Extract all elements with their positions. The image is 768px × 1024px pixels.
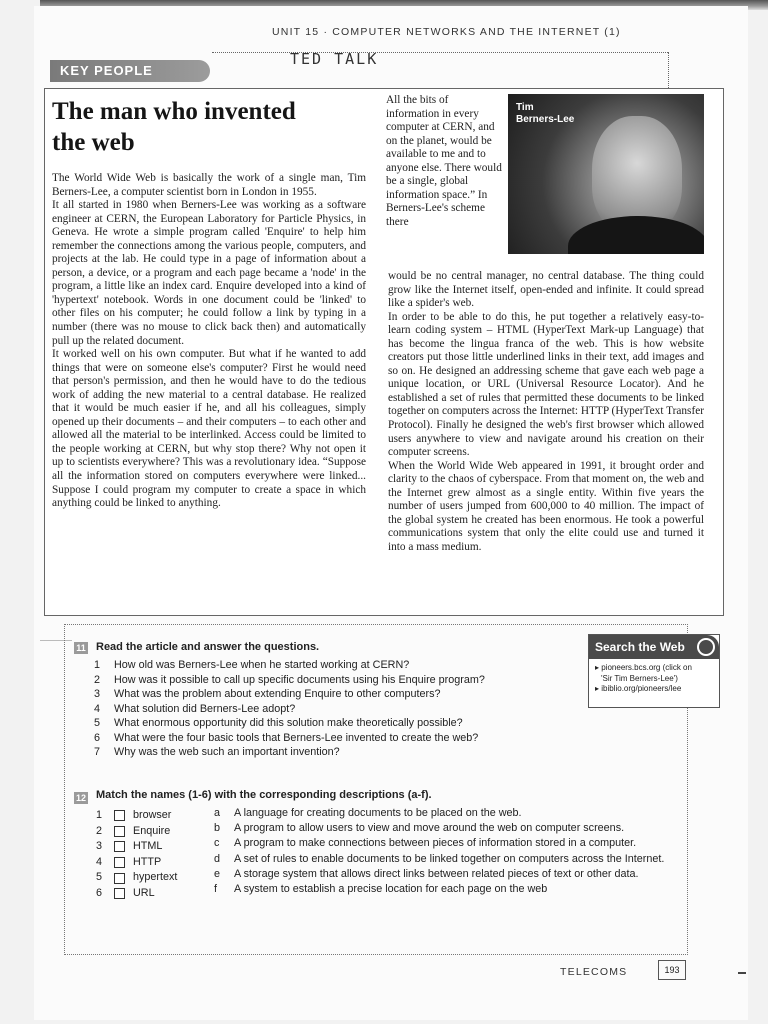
exercise-number-11: 11 [74, 642, 88, 654]
list-item [214, 867, 678, 882]
names-list [96, 808, 177, 902]
answer-checkbox[interactable] [114, 810, 125, 821]
unit-number: UNIT 15 [272, 26, 320, 38]
list-item [94, 745, 574, 760]
paragraph: In order to be able to do this, he put together a relatively easy-to-learn coding system – HTML (HyperText Mark-up Language) that has become the lingua franca of the web. This is how website creators put those little underlined links in their text, add images and so on. He designed an addressing scheme that gave each web page a unique location, or URL (Universal Resource Locator). And he established a set of rules that permitted these documents to be linked together on computers across the Internet: HTTP (HyperText Transfer Protocol). Finally he designed the web's first browser which allowed users anywhere to view and navigate around his creation on their computer screens. [388, 310, 704, 459]
description-text: A program to allow users to view and move around the web on computer screens. [234, 822, 625, 835]
paragraph: would be no central manager, no central database. The thing could grow like the Internet itself, open-ended and infinite. It could spread like a spider's web. [388, 270, 704, 310]
name-number: 5 [96, 871, 103, 884]
header-separator: · [323, 26, 329, 38]
list-item [94, 716, 574, 731]
unit-header [272, 26, 621, 38]
question-text: What were the four basic tools that Berners-Lee invented to create the web? [114, 731, 479, 744]
question-number: 7 [94, 746, 101, 758]
question-number: 3 [94, 688, 101, 700]
question-text: What was the problem about extending Enquire to other computers? [114, 688, 441, 700]
web-link-note: 'Sir Tim Berners-Lee') [601, 673, 678, 683]
list-item [214, 836, 678, 851]
question-number: 6 [94, 731, 101, 744]
question-number: 5 [94, 717, 101, 729]
list-item [96, 855, 177, 871]
description-text: A program to make connections between pieces of information stored in a computer. [234, 837, 637, 850]
wifi-globe-icon [697, 638, 715, 656]
list-item [214, 821, 678, 836]
search-the-web-box [588, 634, 720, 708]
list-item [94, 702, 574, 717]
description-letter: f [214, 883, 217, 896]
photo-caption [516, 102, 574, 126]
web-link[interactable]: ▸ pioneers.bcs.org (click on [595, 663, 692, 672]
footer-section: TELECOMS [560, 966, 628, 978]
question-text: What enormous opportunity did this solution make theoretically possible? [114, 717, 463, 729]
question-list [94, 658, 574, 760]
description-text: A language for creating documents to be placed on the web. [234, 807, 522, 819]
name-number: 6 [96, 886, 103, 899]
description-letter: d [214, 852, 221, 865]
portrait-photo [508, 94, 704, 254]
description-letter: b [214, 822, 221, 835]
list-item [94, 673, 574, 688]
title-line: The man who invented [52, 98, 296, 125]
list-item [96, 839, 177, 855]
paragraph: When the World Wide Web appeared in 1991, it brought order and clarity to the chaos of cyberspace. From that moment on, the web and the Internet grew almost as a single entity. Within five years the number of users jumped from 600,000 to 40 million. The impact of the global system he created has been enormous. He took a powerful communications system that only the elite could use and turned it into a mass medium. [388, 459, 704, 553]
list-item [214, 852, 678, 867]
question-text: Why was the web such an important invention? [114, 746, 340, 758]
description-text: A set of rules to enable documents to be linked together on computers across the Internet. [234, 852, 665, 865]
page-number: 193 [658, 960, 686, 980]
search-the-web-header [589, 635, 719, 659]
paragraph: All the bits of information in every computer at CERN, and on the planet, would be available to me and to anyone else. There would be a single, global information space.” In Berners-Lee's scheme there [386, 94, 502, 228]
list-item [96, 886, 177, 902]
unit-title: COMPUTER NETWORKS AND THE INTERNET (1) [332, 26, 621, 38]
section-label: KEY PEOPLE [50, 60, 210, 82]
article-column-left [52, 172, 366, 511]
list-item [214, 882, 678, 897]
paragraph: It worked well on his own computer. But what if he wanted to add things that were on someone else's computer? First he would need that person's permission, and then he would have to do the tedious work of adding the new material to a central database. He realized that it would be much easier if he, and all his colleagues, simply opened up their documents – and their computers – to each other and allowed all the material to be interlinked. Access could be limited to the people working at CERN, but why stop there? Why not open it up to scientists everywhere? This was a revolutionary idea. “Suppose all the information stored on computers everywhere were linked... Suppose I could program my computer to create a space in which anything could be linked to anything. [52, 348, 366, 510]
question-text: How old was Berners-Lee when he started working at CERN? [114, 659, 410, 671]
dotted-rule-right [668, 52, 669, 92]
list-item [96, 870, 177, 886]
article-column-right-top [386, 94, 504, 229]
search-the-web-title: Search the Web [595, 640, 685, 654]
dotted-rule [212, 52, 668, 53]
descriptions-list [214, 806, 678, 897]
answer-checkbox[interactable] [114, 873, 125, 884]
description-text: A system to establish a precise location for each page on the web [234, 883, 548, 896]
list-item [94, 687, 574, 702]
question-number: 1 [94, 659, 101, 671]
name-term: HTTP [133, 855, 162, 868]
answer-checkbox[interactable] [114, 857, 125, 868]
handwritten-note: TED TALK [290, 50, 379, 68]
exercise-11-instruction: Read the article and answer the questions. [96, 641, 320, 653]
paragraph: The World Wide Web is basically the work of a single man, Tim Berners-Lee, a computer scientist born in London in 1955. [52, 172, 366, 198]
question-text: What solution did Berners-Lee adopt? [114, 702, 296, 715]
name-term: HTML [133, 840, 163, 853]
answer-checkbox[interactable] [114, 841, 125, 852]
name-term: hypertext [133, 871, 178, 884]
name-number: 1 [96, 809, 103, 821]
title-line: the web [52, 129, 135, 156]
list-item [96, 808, 177, 824]
name-number: 3 [96, 840, 103, 853]
list-item [94, 658, 574, 673]
caption-line: Tim [516, 102, 534, 113]
search-links [589, 659, 719, 695]
description-letter: e [214, 867, 221, 880]
article-column-right-bottom [388, 270, 704, 554]
question-number: 4 [94, 702, 101, 715]
caption-line: Berners-Lee [516, 114, 575, 125]
answer-checkbox[interactable] [114, 888, 125, 899]
paragraph: It all started in 1980 when Berners-Lee was working as a software engineer at CERN, the European Laboratory for Particle Physics, in Geneva. He wrote a simple program called 'Enquire' to help him remember the connections among the various people, computers, and projects at the lab. He could type in a page of information about a person, a device, or a program and each page became a 'node' in the program, a little like an index card. Enquire developed into a kind of 'hypertext' notebook. Words in one document could be 'linked' to other files on his computer; he could follow a link by typing in a number (there was no mouse to click back then) and automatically pull up the related document. [52, 199, 366, 347]
description-letter: c [214, 837, 220, 850]
name-term: URL [133, 886, 155, 899]
list-item [96, 824, 177, 840]
exercise-12-instruction: Match the names (1-6) with the corresponding descriptions (a-f). [96, 789, 432, 801]
margin-mark [738, 972, 746, 974]
answer-checkbox[interactable] [114, 826, 125, 837]
web-link[interactable]: ▸ ibiblio.org/pioneers/lee [595, 684, 682, 693]
name-term: browser [133, 809, 172, 821]
article-title [52, 96, 362, 158]
name-number: 4 [96, 855, 103, 868]
list-item [214, 806, 678, 821]
exercise-number-12: 12 [75, 793, 86, 803]
name-term: Enquire [133, 824, 171, 837]
list-item [94, 731, 574, 746]
question-number: 2 [94, 673, 101, 686]
name-number: 2 [96, 824, 103, 837]
question-text: How was it possible to call up specific documents using his Enquire program? [114, 673, 485, 686]
description-letter: a [214, 807, 221, 819]
description-text: A storage system that allows direct links between related pieces of text or other data. [234, 867, 639, 880]
photo-suit [568, 216, 704, 254]
